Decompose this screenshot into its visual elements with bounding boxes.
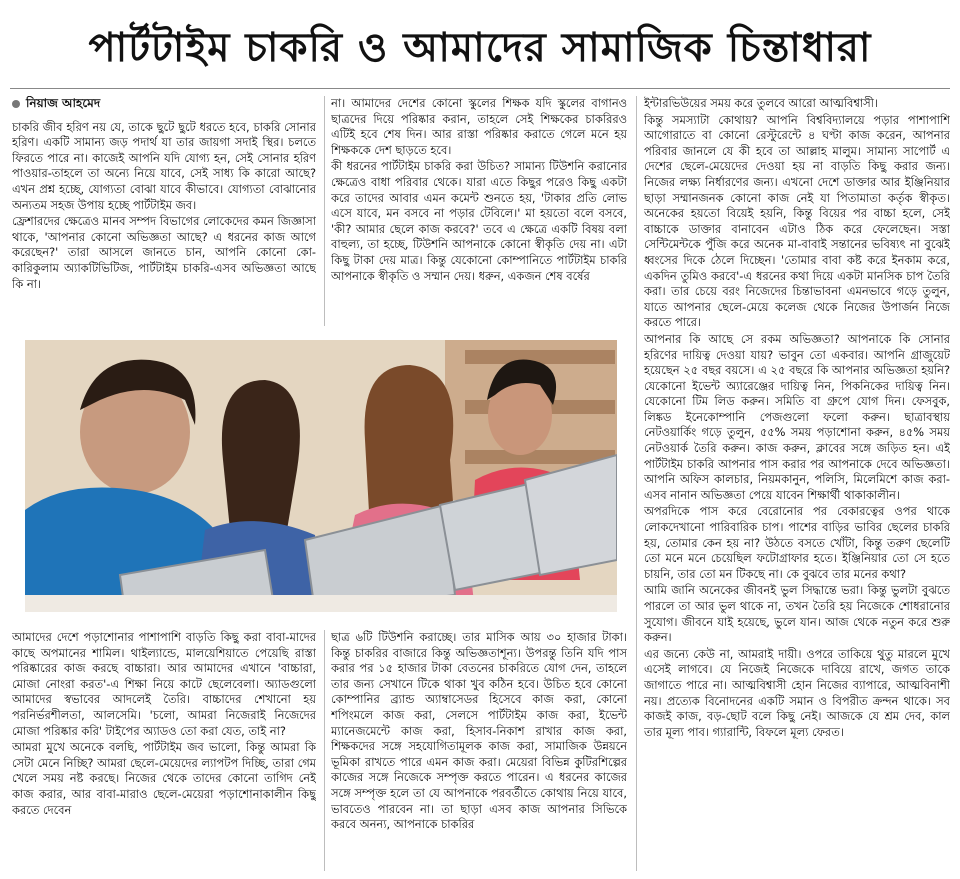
column-2-top bbox=[331, 96, 627, 336]
paragraph: ইন্টারভিউয়ের সময় করে তুলবে আরো আত্মবিশ্বাসী। bbox=[644, 96, 879, 110]
headline: পার্টটাইম চাকরি ও আমাদের সামাজিক চিন্তাধারা bbox=[88, 25, 872, 71]
author-name: নিয়াজ আহমেদ bbox=[26, 96, 101, 110]
column-divider bbox=[636, 96, 637, 871]
paragraph: ছাত্র ৬টি টিউশনি করাচ্ছে। তার মাসিক আয় ৩০ হাজার টাকা। কিন্তু চাকরির বাজারে কিন্তু অভিজ্ঞতাশূন্য। উপরন্তু তিনি যদি পাস করার পর ১৫ হাজার টাকা বেতনের চাকরিতে যোগ দেন, তাহলে তার জন্য সেখানে টিকে থাকা খুব কঠিন হবে। উচিত হবে কোনো কোম্পানির ব্র্যান্ড অ্যাম্বাসেডর হিসেবে কাজ করা, কোনো শপিংমলে কাজ করা, সেলসে পার্টটাইম কাজ করা, ইভেন্ট ম্যানেজমেন্টে কাজ করা, হিসাব-নিকাশ রাখার কাজ করা, শিক্ষকদের সঙ্গে সহযোগিতামূলক কাজ করা, সামাজিক উন্নয়নে ভূমিকা রাখতে পারে এমন কাজ করা। মেয়েরা বিভিন্ন কুটিরশিল্পের কাজের সঙ্গে নিজেকে সম্পৃক্ত করতে পারেন। এ ধরনের কাজের সঙ্গে সম্পৃক্ত হলে তা যে আপনাকে পরবর্তীতে কোথায় নিয়ে যাবে, ভাবতেও পারবেন না। তা ছাড়া এসব কাজ আপনার সিভিকে করবে অনন্য, আপনাকে চাকরির bbox=[331, 630, 627, 832]
paragraph: কিন্তু সমস্যাটা কোথায়? আপনি বিশ্ববিদ্যালয়ে পড়ার পাশাপাশি আগোরাতে বা কোনো রেস্টুরেন্টে ৪ ঘণ্টা কাজ করেন, আপনার পরিবার জানলে যে কী হবে তা আল্লাহ মালুম। সামান্য সাপোর্ট এ দেশের ছেলে-মেয়েদের দেওয়া হয় না বাড়তি কিছু করার জন্য। নিজের লক্ষ্য নির্ধারণের জন্য। এখনো দেশে ডাক্তার আর ইঞ্জিনিয়ার ছাড়া সম্মানজনক কোনো কাজ নেই যা পিতামাতা কর্তৃক স্বীকৃত। অনেকের হয়তো বিয়েই হয়নি, কিন্তু বিয়ের পর বাচ্চা হলে, সেই বাচ্চাকে ডাক্তার বানাবেন এটাও ঠিক করে ফেলেছেন। সস্তা সেন্টিমেন্টকে পুঁজি করে অনেক মা-বাবাই সন্তানের ভবিষ্যৎ না বুঝেই ধ্বংসের দিকে ঠেলে দিচ্ছেন। 'তোমার বাবা কষ্ট করে ইনকাম করে, একদিন তুমিও করবে'-এ ধরনের কথা দিয়ে একটা মানসিক চাপ তৈরি করা। তার চেয়ে বরং নিজেদের চিন্তাভাবনা এমনভাবে গড়ে তুলুন, যাতে আপনার ছেলে-মেয়ে কলেজ থেকে নিজের উপার্জন নিজে করতে পারে। bbox=[644, 112, 950, 330]
photo-illustration bbox=[25, 340, 617, 612]
column-2-bottom bbox=[331, 630, 627, 871]
paragraph: না। আমাদের দেশের কোনো স্কুলের শিক্ষক যদি স্কুলের বাগানও ছাত্রদের দিয়ে পরিষ্কার করান, তাহলে সেই শিক্ষকের চাকরিরও এটিই হবে শেষ দিন। আর রাস্তা পরিষ্কার করাতে গেলে মনে হয় শিক্ষককে দেশ ছাড়তে হবে। bbox=[331, 96, 627, 157]
paragraph: এর জন্যে কেউ না, আমরাই দায়ী। ওপরে তাকিয়ে থুতু মারলে মুখে এসেই লাগবে। যে নিজেই নিজেকে দাবিয়ে রাখে, জগত তাকে জাগাতে পারে না। আত্মবিশ্বাসী হোন নিজের ব্যাপারে, আত্মবিনাশী নয়। প্রত্যেক বিনোদনের একটি সমান ও বিপরীত ক্রন্দন থাকে। সব কাজই কাজ, বড়-ছোট বলে কিছু নেই। আজকে যে শ্রম দেব, কাল তার মূল্য পাব। গ্যারান্টি, বিফলে মূল্য ফেরত। bbox=[644, 646, 950, 739]
column-1-top bbox=[12, 96, 316, 326]
paragraph: অপরদিকে পাস করে বেরোনোর পর বেকারত্বের ওপর থাকে লোকদেখানো পারিবারিক চাপ। পাশের বাড়ির ভাবির ছেলের চাকরি হয়, তোমার কেন হয় না? উঠতে বসতে খোঁটা, কিন্তু তরুণ ছেলেটি তো মনে মনে চেয়েছিল ফটোগ্রাফার হতে। ইঞ্জিনিয়ার তো সে হতে চায়নি, তার তো মন টিকছে না। কে বুঝবে তার মনের কথা? bbox=[644, 504, 950, 581]
paragraph: চাকরি জীব হরিণ নয় যে, তাকে ছুটে ছুটে ধরতে হবে, চাকরি সোনার হরিণ। একটি সামান্য জড় পদার্থ যা তার জায়গা সদাই স্থির। চলতে ফিরতে পারে না। কাজেই আপনি যদি যোগ্য হন, সেই সোনার হরিণ পাওয়ার-তাহলে তা অন্যে নিয়ে যাবে, সেই সাধ্য কি কারো আছে? এখন প্রশ্ন হচ্ছে, যোগ্যতা বোঝা যাবে কীভাবে। যোগ্যতা বোঝানোর অন্যতম সহজ উপায় হচ্ছে পার্টটাইম জব। bbox=[12, 119, 316, 212]
paragraph: আমাদের দেশে পড়াশোনার পাশাপাশি বাড়তি কিছু করা বাবা-মাদের কাছে অপমানের শামিল। থাইল্যান্ডে, মালয়েশিয়াতে পেয়েছি রাস্তা পরিষ্কারের কাজ করছে বাচ্চারা। আর আমাদের এখানে 'বাচ্চারা, মোজা নোংরা করত'-এ শিক্ষা নিয়ে কাটে ছেলেবেলা। অ্যাডগুলো আমাদের স্বভাবের আদলেই তৈরি। বাচ্চাদের শেখানো হয় পরনির্ভরশীলতা, আলসেমি। 'চলো, আমরা নিজেরাই নিজেদের মোজা পরিষ্কার করি' টাইপের অ্যাডও তো করা যেত, তাই না? bbox=[12, 630, 316, 738]
column-divider bbox=[324, 96, 325, 326]
paragraph: আমরা মুখে অনেকে বলছি, পার্টটাইম জব ভালো, কিন্তু আমরা কি সেটা মেনে নিচ্ছি? আমরা ছেলে-মেয়েদের ল্যাপটপ দিচ্ছি, তারা গেম খেলে সময় নষ্ট করছে। নিজের থেকে তাদের কোনো তাগিদ নেই কাজ করার, আর বাবা-মারাও ছেলে-মেয়েরা পড়াশোনাকালীন কিছু করতে দেবেন bbox=[12, 740, 316, 817]
byline bbox=[12, 96, 316, 112]
paragraph: ফ্রেশারদের ক্ষেত্রেও মানব সম্পদ বিভাগের লোকেদের কমন জিজ্ঞাসা থাকে, 'আপনার কোনো অভিজ্ঞতা আছে? এ ধরনের কাজ আগে করেছেন?' তারা আসলে জানতে চান, আপনি কোনো কো-কারিকুলাম অ্যাকটিভিটিজ, পার্টটাইম চাকরি-এসব অভিজ্ঞতা আছে কি না। bbox=[12, 214, 316, 291]
paragraph: আমি জানি অনেকের জীবনই ভুল সিদ্ধান্তে ভরা। কিন্তু ভুলটা বুঝতে পারলে তা আর ভুল থাকে না, তখন তৈরি হয় নিজেকে শোধরানোর সুযোগ। জীবনে যাই হয়েছে, ভুলে যান। আজ থেকে নতুন করে শুরু করুন। bbox=[644, 583, 950, 645]
column-3 bbox=[644, 96, 950, 871]
byline-bullet-icon bbox=[12, 100, 20, 108]
column-1-bottom bbox=[12, 630, 316, 871]
students-with-laptops-photo bbox=[25, 340, 617, 612]
paragraph: আপনার কি আছে সে রকম অভিজ্ঞতা? আপনাকে কি সোনার হরিণের দায়িত্ব দেওয়া যায়? ভাবুন তো একবার। আপনি গ্রাজুয়েট হয়েছেন ২৫ বছর বয়সে। এ ২৫ বছরে কি আপনার অভিজ্ঞতা হয়নি? যেকোনো ইভেন্ট অ্যারেঞ্জের দায়িত্ব নিন, পিকনিকের দায়িত্ব নিন। যেকোনো টিম লিড করুন। সমিতি বা গ্রুপে যোগ দিন। ফেসবুক, লিঙ্কড ইনেকোম্পানি পেজগুলো ফলো করুন। ছাত্রাবস্থায় নেটওয়ার্কিং গড়ে তুলুন, ৫৫% সময় পড়াশোনা করুন, ৪৫% সময় নেটওয়ার্ক তৈরি করুন। কাজ করুন, ক্লাবের সঙ্গে জড়িত হন। এই পার্টটাইম চাকরি আপনার পাস করার পর আপনাকে দেবে অভিজ্ঞতা। আপনি অফিস কালচার, নিয়মকানুন, পলিসি, মিলেমিশে কাজ করা-এসব নানান অভিজ্ঞতা পেয়ে যাবেন শিক্ষার্থী থাকাকালীন। bbox=[644, 331, 950, 502]
headline-rule bbox=[10, 88, 950, 89]
column-divider bbox=[324, 630, 325, 871]
paragraph: কী ধরনের পার্টটাইম চাকরি করা উচিত? সামান্য টিউশনি করানোর ক্ষেত্রেও বাধা পরিবার থেকে। যারা এতে কিছুর পরেও কিছু একটা করে তাদের আবার এমন কমেন্ট শুনতে হয়, 'টাকার প্রতি লোভ এসে যাবে, মন বসবে না পড়ার টেবিলে।' মা হয়তো বলে বসবে, 'কী? আমার ছেলে কাজ করবে?' তবে এ ক্ষেত্রে একটি বিষয় বলা বাহুল্য, তা হচ্ছে, টিউশনি আপনাকে কোনো স্বীকৃতি দেয় না। এটা কিছু টাকা দেয় মাত্র। কিন্তু যেকোনো কোম্পানিতে পার্টটাইম চাকরি আপনাকে স্বীকৃতি ও সম্মান দেয়। ধরুন, একজন শেষ বর্ষের bbox=[331, 159, 627, 283]
